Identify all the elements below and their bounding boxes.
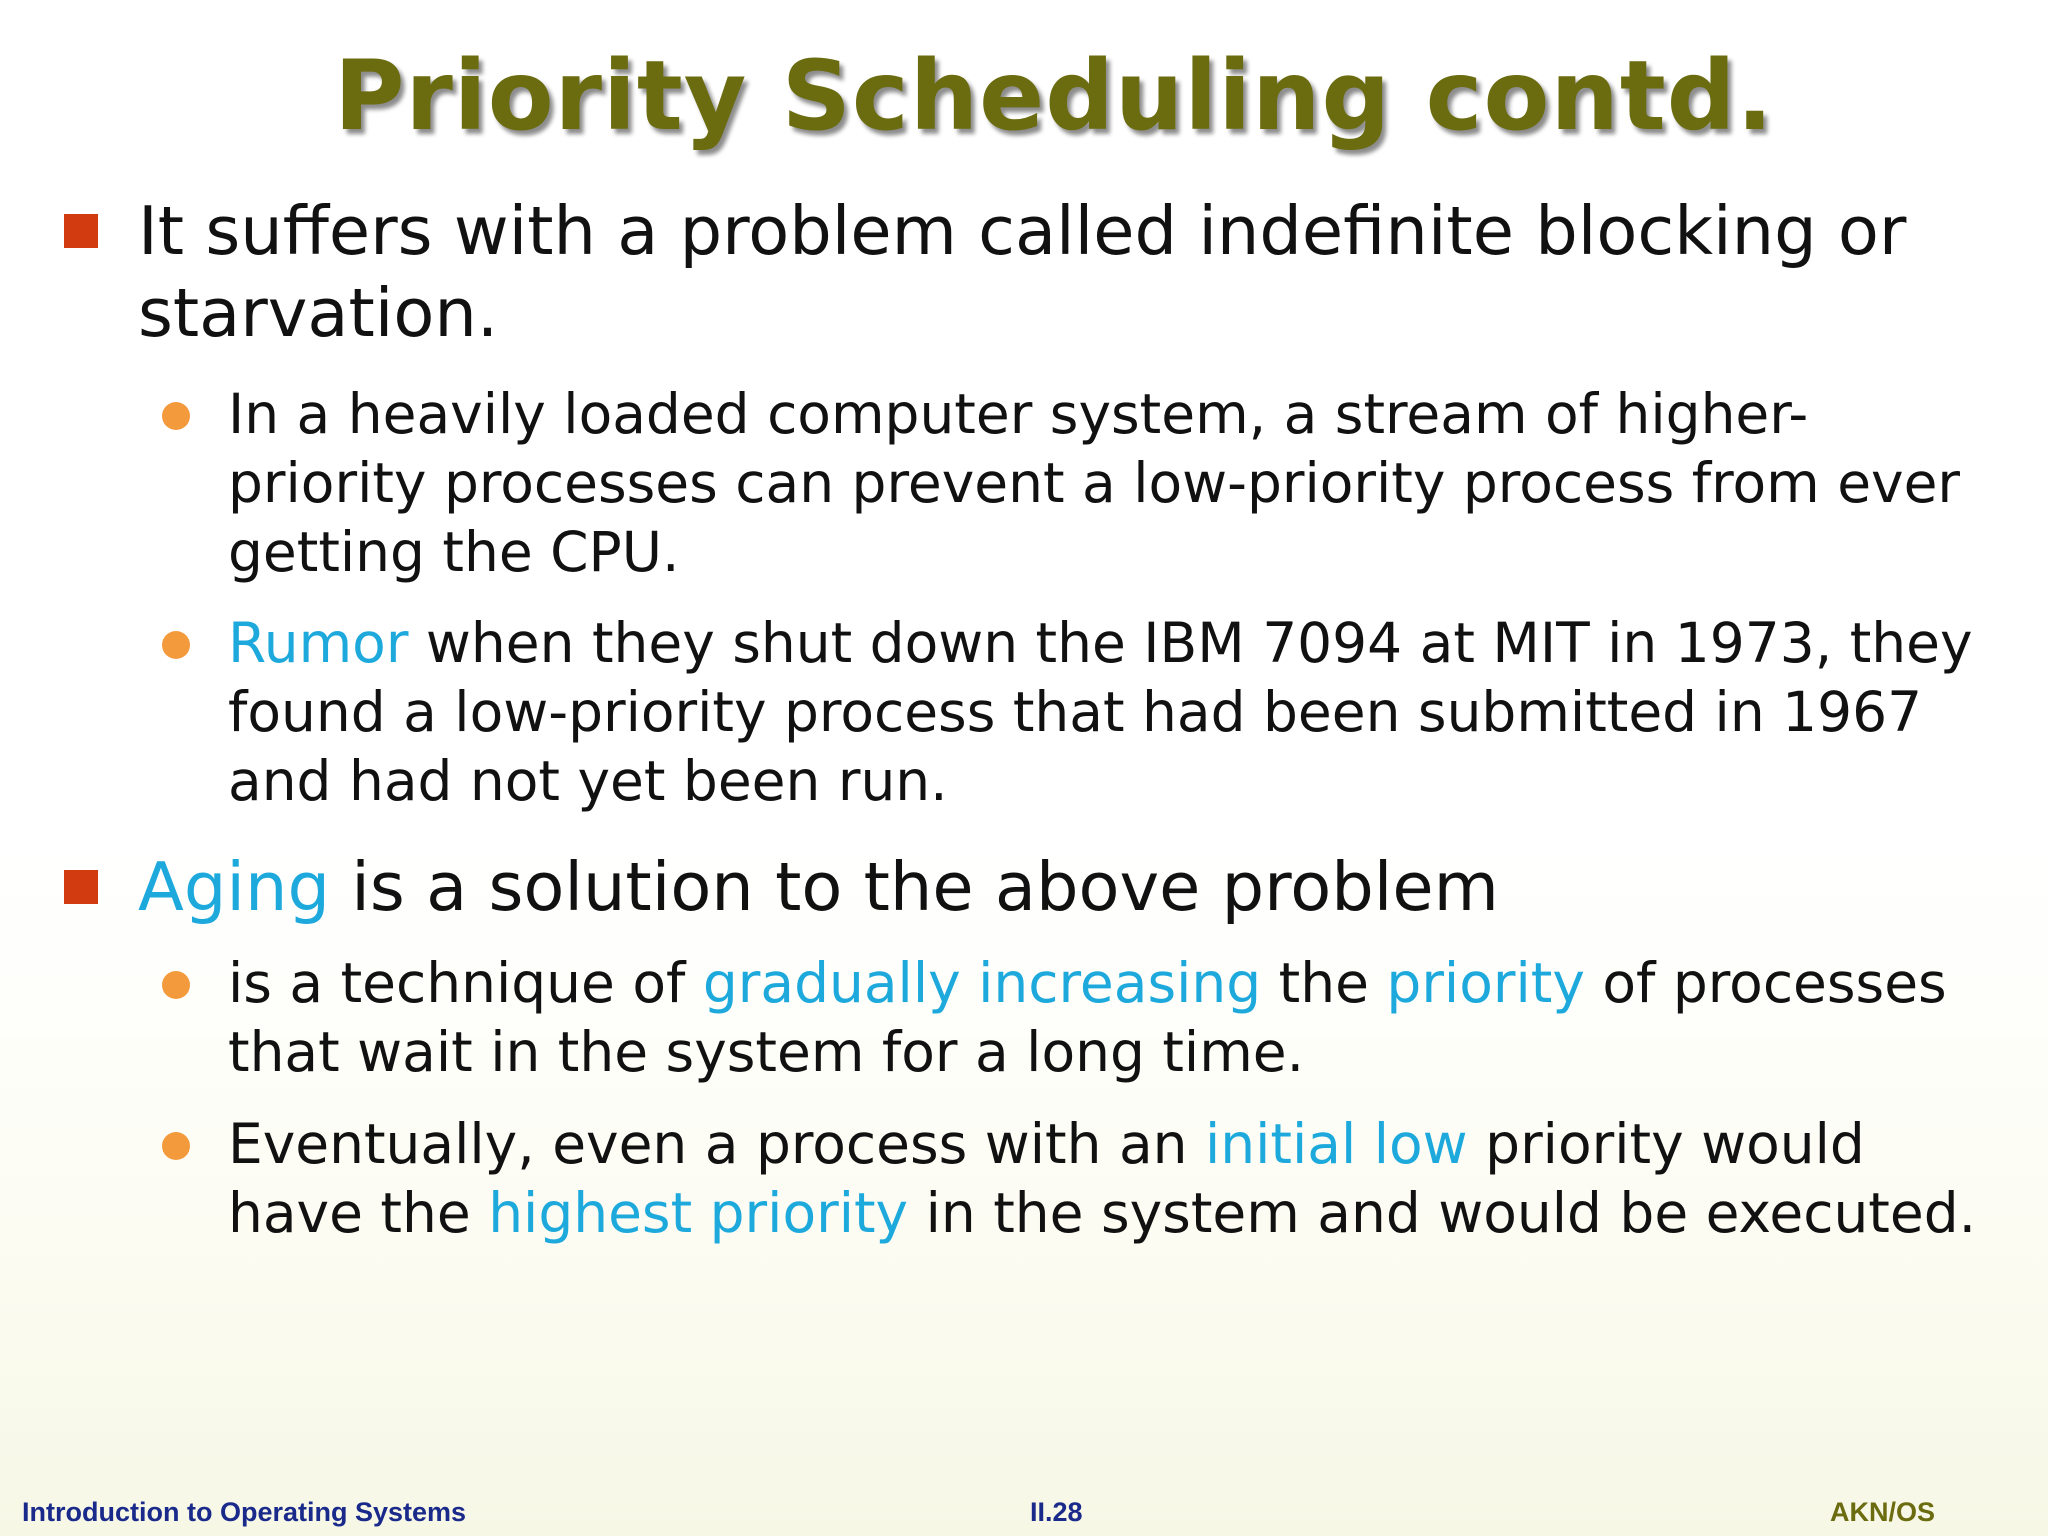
bullet-aging xyxy=(138,846,1938,928)
sub-bullet-text-part2: the xyxy=(1261,951,1387,1015)
dot-bullet-icon xyxy=(162,971,190,999)
sub-bullet-text-part3: of processes that wait in the system for a long time. xyxy=(228,951,1947,1084)
sub-bullet-text-part1: Eventually, even a process with an xyxy=(228,1112,1206,1176)
sub-bullet-text: In a heavily loaded computer system, a stream of higher-priority processes can prevent a low-priority process from ever getting the CPU. xyxy=(228,382,1961,584)
sub-bullet-text-part2: priority would have the xyxy=(228,1112,1865,1245)
highlight-highest-priority: highest priority xyxy=(488,1181,909,1245)
square-bullet-icon xyxy=(64,870,98,904)
highlight-rumor: Rumor xyxy=(228,611,409,675)
square-bullet-icon xyxy=(64,214,98,248)
sub-bullet-eventually xyxy=(228,1110,1998,1248)
footer-author: AKN/OS xyxy=(1830,1497,1936,1527)
sub-bullet-technique xyxy=(228,949,1998,1087)
sub-bullet-text-part3: in the system and would be executed. xyxy=(908,1181,1977,1245)
footer-course-title: Introduction to Operating Systems xyxy=(22,1497,467,1527)
sub-bullet-text-part1: is a technique of xyxy=(228,951,703,1015)
bullet-text: It suffers with a problem called indefinite blocking or starvation. xyxy=(138,192,1907,352)
sub-bullet-text: when they shut down the IBM 7094 at MIT in 1973, they found a low-priority process that had been submitted in 1967 and had not yet been run. xyxy=(228,611,1973,813)
sub-bullet-heavily-loaded xyxy=(228,380,1998,587)
bullet-starvation xyxy=(138,190,1938,354)
bullet-text: is a solution to the above problem xyxy=(329,848,1499,926)
highlight-aging: Aging xyxy=(138,848,330,926)
highlight-priority: priority xyxy=(1386,951,1585,1015)
highlight-gradually-increasing: gradually increasing xyxy=(702,951,1262,1015)
sub-bullet-rumor xyxy=(228,609,1998,816)
highlight-initial-low: initial low xyxy=(1205,1112,1468,1176)
footer-slide-number: II.28 xyxy=(1030,1497,1083,1527)
dot-bullet-icon xyxy=(162,1132,190,1160)
dot-bullet-icon xyxy=(162,402,190,430)
slide-title: Priority Scheduling contd. xyxy=(334,40,1774,152)
dot-bullet-icon xyxy=(162,631,190,659)
